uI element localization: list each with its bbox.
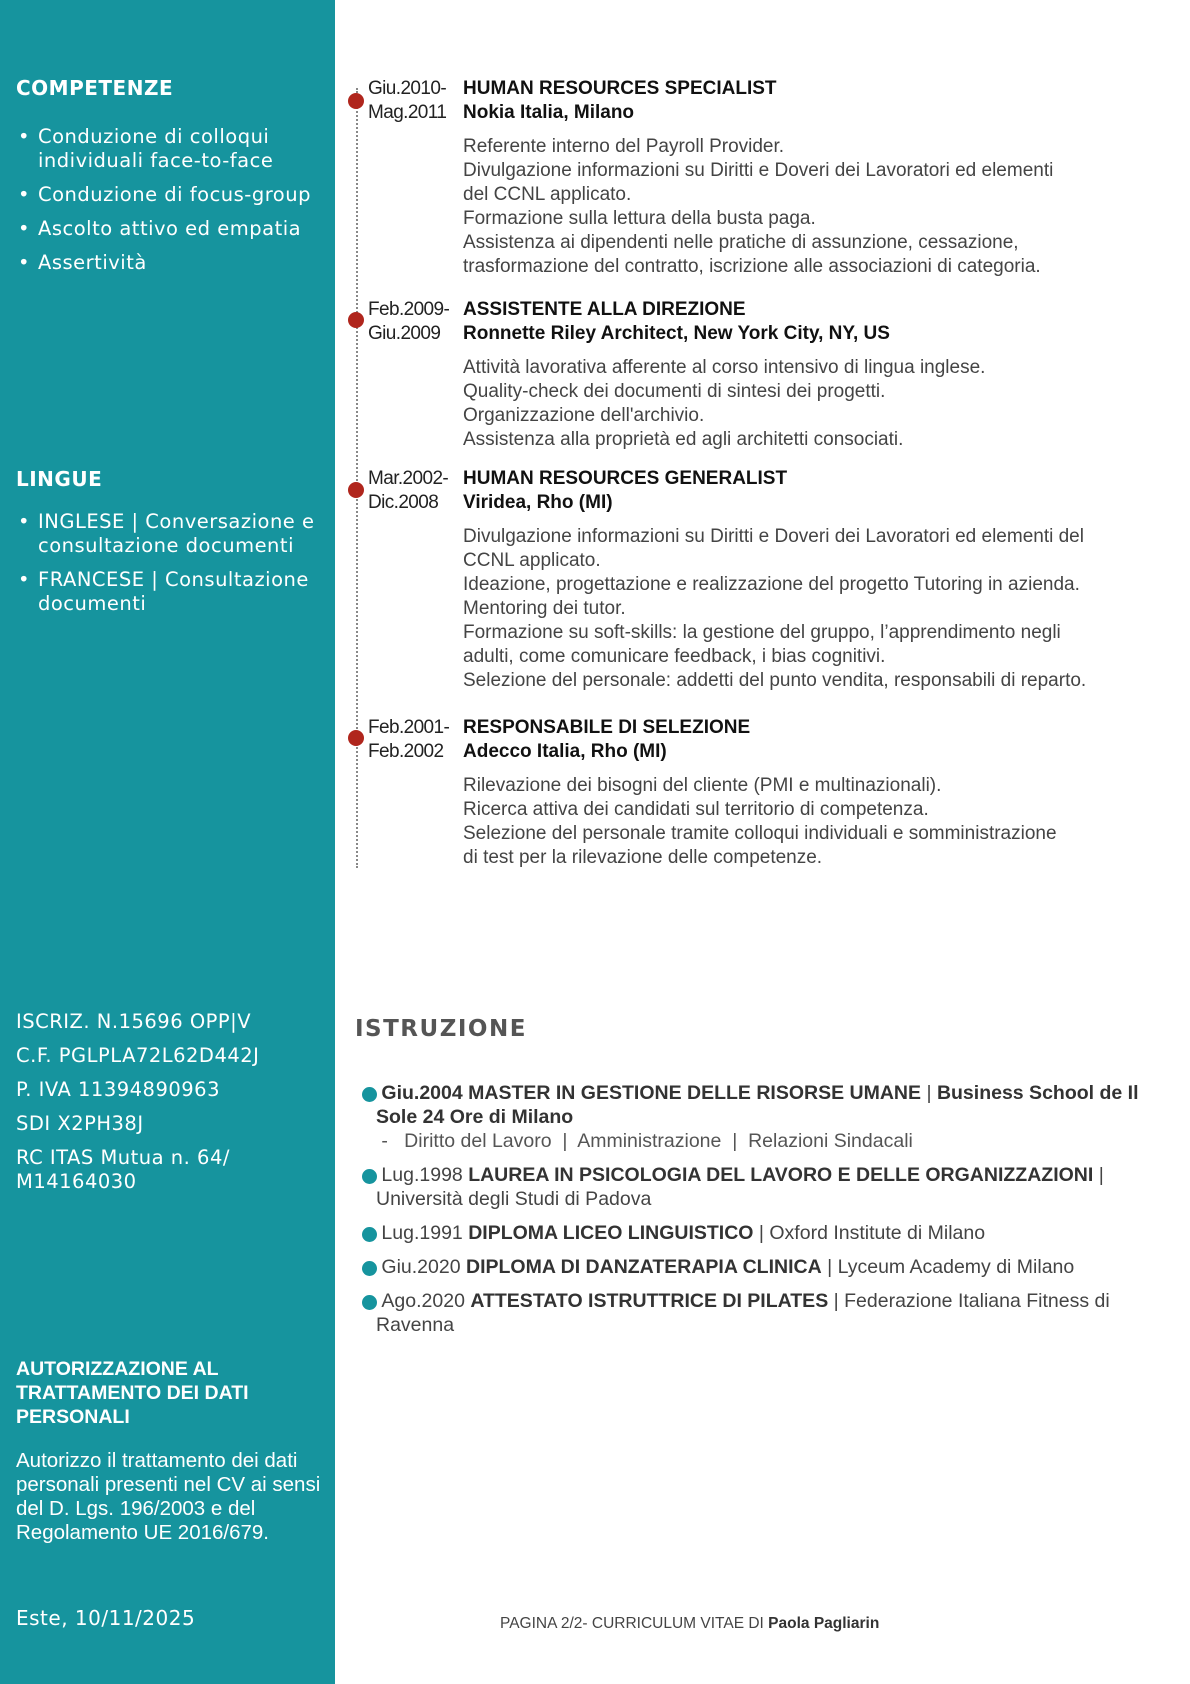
desc-line: CCNL applicato. bbox=[463, 550, 601, 571]
edu-title: LAUREA IN PSICOLOGIA DEL LAVORO E DELLE ORGANIZZAZIONI bbox=[468, 1164, 1094, 1186]
separator: | bbox=[1098, 1164, 1104, 1186]
timeline-dot bbox=[348, 482, 364, 498]
list-item: • Ascolto attivo ed empatia bbox=[16, 217, 316, 241]
edu-institution: Federazione Italiana Fitness di Ravenna bbox=[376, 1290, 1110, 1336]
date-to: Giu.2009 bbox=[368, 323, 441, 344]
edu-title: ATTESTATO ISTRUTTRICE DI PILATES bbox=[470, 1290, 829, 1312]
job-company: Viridea, Rho (MI) bbox=[463, 492, 613, 513]
desc-line: Selezione del personale tramite colloqui individuali e somministrazione bbox=[463, 823, 1057, 844]
desc-line: del CCNL applicato. bbox=[463, 184, 632, 205]
education-heading: ISTRUZIONE bbox=[355, 1016, 527, 1042]
job-title: ASSISTENTE ALLA DIREZIONE bbox=[463, 299, 746, 320]
sidebar bbox=[0, 0, 335, 1684]
education-item bbox=[376, 1163, 1166, 1211]
authorization-text: Autorizzo il trattamento dei dati personali presenti nel CV ai sensi del D. Lgs. 196/2003 e del Regolamento UE 2016/679. bbox=[16, 1449, 321, 1544]
desc-line: Assistenza ai dipendenti nelle pratiche di assunzione, cessazione, bbox=[463, 232, 1019, 253]
list-item: • INGLESE | Conversazione e consultazione documenti bbox=[16, 510, 316, 558]
job-description bbox=[463, 774, 1168, 870]
identification-block bbox=[16, 1010, 259, 1204]
list-item: • Assertività bbox=[16, 251, 316, 275]
job-company: Adecco Italia, Rho (MI) bbox=[463, 741, 667, 762]
place-date: Este, 10/11/2025 bbox=[16, 1606, 196, 1630]
timeline-dot bbox=[348, 93, 364, 109]
education-item bbox=[376, 1255, 1166, 1279]
desc-line: Ricerca attiva dei candidati sul territorio di competenza. bbox=[463, 799, 929, 820]
job-description bbox=[463, 135, 1168, 279]
sdi-code: SDI X2PH38J bbox=[16, 1112, 144, 1135]
list-item: • Conduzione di colloqui individuali face-to-face bbox=[16, 125, 316, 173]
desc-line: Mentoring dei tutor. bbox=[463, 598, 626, 619]
edu-date: Lug.1998 bbox=[381, 1164, 463, 1186]
date-from: Feb.2009- bbox=[368, 299, 450, 320]
desc-line: Divulgazione informazioni su Diritti e Doveri dei Lavoratori ed elementi bbox=[463, 160, 1054, 181]
job-company: Ronnette Riley Architect, New York City, NY, US bbox=[463, 323, 890, 344]
edu-date: Lug.1991 bbox=[381, 1222, 463, 1244]
tax-code: C.F. PGLPLA72L62D442J bbox=[16, 1044, 260, 1067]
desc-line: Rilevazione dei bisogni del cliente (PMI e multinazionali). bbox=[463, 775, 942, 796]
job-description bbox=[463, 356, 1168, 452]
desc-line: Referente interno del Payroll Provider. bbox=[463, 136, 785, 157]
footer-prefix: PAGINA 2/2- CURRICULUM VITAE DI bbox=[500, 1615, 764, 1632]
desc-line: Divulgazione informazioni su Diritti e Doveri dei Lavoratori ed elementi del bbox=[463, 526, 1084, 547]
desc-line: Ideazione, progettazione e realizzazione del progetto Tutoring in azienda. bbox=[463, 574, 1080, 595]
edu-date: Giu.2020 bbox=[381, 1256, 461, 1278]
list-item: • Conduzione di focus-group bbox=[16, 183, 316, 207]
edu-institution: Oxford Institute di Milano bbox=[769, 1222, 986, 1244]
vat-number: P. IVA 11394890963 bbox=[16, 1078, 220, 1101]
edu-date: Giu.2004 bbox=[381, 1082, 463, 1104]
separator: | bbox=[758, 1222, 764, 1244]
lingue-heading: LINGUE bbox=[16, 467, 103, 491]
desc-line: Assistenza alla proprietà ed agli architetti consociati. bbox=[463, 429, 904, 450]
date-from: Mar.2002- bbox=[368, 468, 449, 489]
bullet-icon bbox=[362, 1169, 377, 1184]
timeline-dot bbox=[348, 312, 364, 328]
desc-line: Formazione sulla lettura della busta paga. bbox=[463, 208, 816, 229]
job-title: RESPONSABILE DI SELEZIONE bbox=[463, 717, 751, 738]
date-to: Mag.2011 bbox=[368, 102, 447, 123]
date-from: Feb.2001- bbox=[368, 717, 450, 738]
education-item bbox=[376, 1289, 1166, 1337]
edu-institution: Università degli Studi di Padova bbox=[376, 1188, 652, 1210]
edu-date: Ago.2020 bbox=[381, 1290, 465, 1312]
education-item bbox=[376, 1221, 1166, 1245]
education-item bbox=[376, 1081, 1166, 1153]
job-title: HUMAN RESOURCES GENERALIST bbox=[463, 468, 788, 489]
list-item: • FRANCESE | Consultazione documenti bbox=[16, 568, 316, 616]
date-to: Feb.2002 bbox=[368, 741, 444, 762]
bullet-icon bbox=[362, 1261, 377, 1276]
edu-subjects: - Diritto del Lavoro | Amministrazione | Relazioni Sindacali bbox=[381, 1130, 913, 1152]
edu-institution: Business School de Il Sole 24 Ore di Milano bbox=[376, 1082, 1139, 1128]
page-footer bbox=[500, 1615, 879, 1633]
footer-name: Paola Pagliarin bbox=[768, 1615, 880, 1632]
edu-title: DIPLOMA DI DANZATERAPIA CLINICA bbox=[466, 1256, 822, 1278]
edu-title: DIPLOMA LICEO LINGUISTICO bbox=[468, 1222, 754, 1244]
separator: | bbox=[827, 1256, 833, 1278]
desc-line: Formazione su soft-skills: la gestione del gruppo, l’apprendimento negli bbox=[463, 622, 1061, 643]
edu-title: MASTER IN GESTIONE DELLE RISORSE UMANE bbox=[468, 1082, 922, 1104]
separator: | bbox=[833, 1290, 839, 1312]
edu-institution: Lyceum Academy di Milano bbox=[837, 1256, 1075, 1278]
job-dates bbox=[368, 716, 460, 764]
desc-line: Selezione del personale: addetti del punto vendita, responsabili di reparto. bbox=[463, 670, 1087, 691]
job-description bbox=[463, 525, 1168, 693]
bullet-icon bbox=[362, 1295, 377, 1310]
bullet-icon bbox=[362, 1227, 377, 1242]
job-title: HUMAN RESOURCES SPECIALIST bbox=[463, 78, 777, 99]
desc-line: adulti, come comunicare feedback, i bias cognitivi. bbox=[463, 646, 886, 667]
timeline-line bbox=[356, 88, 358, 868]
desc-line: Organizzazione dell'archivio. bbox=[463, 405, 705, 426]
desc-line: trasformazione del contratto, iscrizione alle associazioni di categoria. bbox=[463, 256, 1041, 277]
date-from: Giu.2010- bbox=[368, 78, 447, 99]
job-dates bbox=[368, 467, 460, 515]
competenze-list bbox=[16, 125, 316, 285]
authorization-title: AUTORIZZAZIONE AL TRATTAMENTO DEI DATI PERSONALI bbox=[16, 1358, 249, 1428]
desc-line: Attività lavorativa afferente al corso intensivo di lingua inglese. bbox=[463, 357, 986, 378]
timeline-dot bbox=[348, 730, 364, 746]
job-company: Nokia Italia, Milano bbox=[463, 102, 635, 123]
desc-line: di test per la rilevazione delle competenze. bbox=[463, 847, 823, 868]
competenze-heading: COMPETENZE bbox=[16, 76, 174, 100]
separator: | bbox=[926, 1082, 932, 1104]
registration-number: ISCRIZ. N.15696 OPP|V bbox=[16, 1010, 252, 1033]
desc-line: Quality-check dei documenti di sintesi dei progetti. bbox=[463, 381, 886, 402]
job-dates bbox=[368, 298, 460, 346]
bullet-icon bbox=[362, 1087, 377, 1102]
date-to: Dic.2008 bbox=[368, 492, 439, 513]
job-dates bbox=[368, 77, 460, 125]
lingue-list bbox=[16, 510, 316, 626]
insurance-info: RC ITAS Mutua n. 64/ M14164030 bbox=[16, 1146, 230, 1193]
